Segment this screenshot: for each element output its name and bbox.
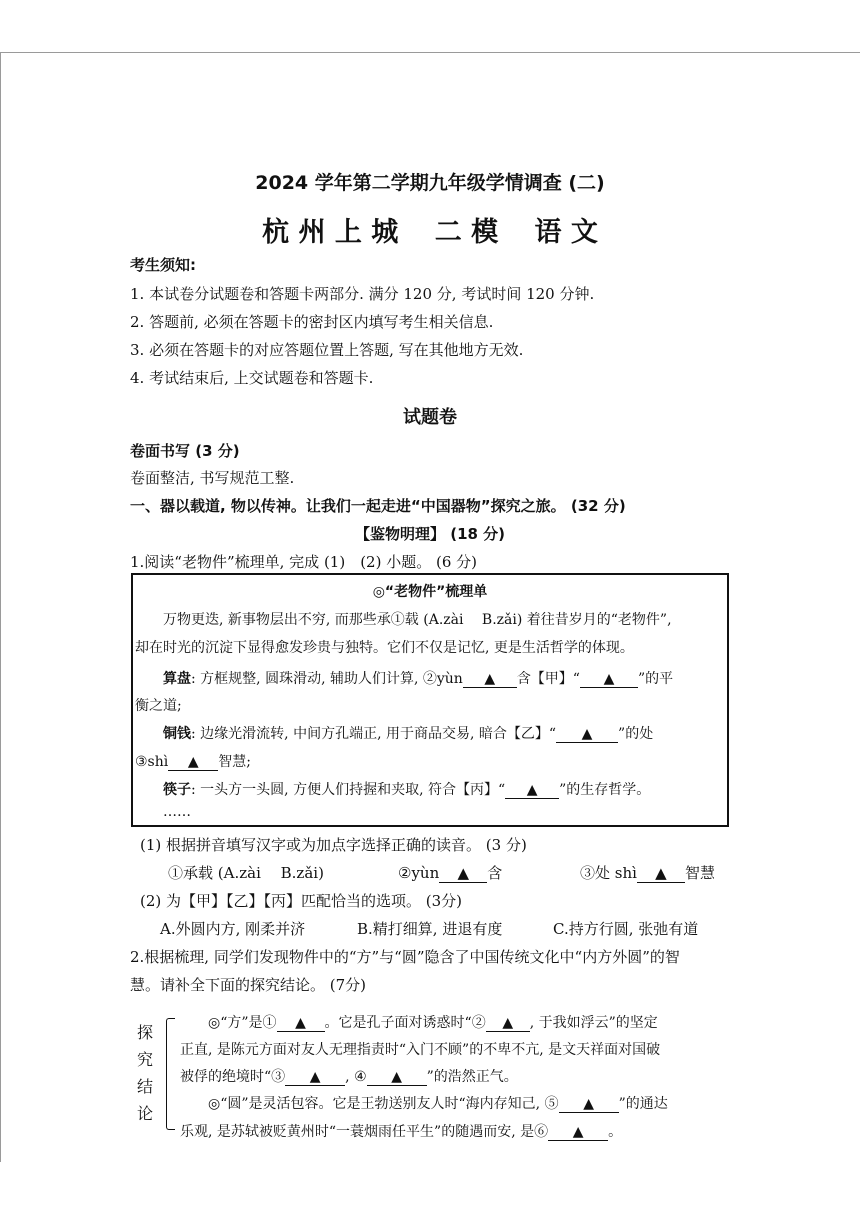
coin-text-d: 智慧; xyxy=(218,754,251,770)
blank-1: ▲ xyxy=(277,1015,325,1032)
abacus-text-d: 衡之道; xyxy=(135,698,182,714)
subquestion-2-option-c: C.持方行圆, 张弛有道 xyxy=(553,920,699,938)
option-3-text: 智慧 xyxy=(684,864,715,882)
conclusion-line-2: 正直, 是陈元方面对友人无理指责时“入门不顾”的不卑不亢, 是文天祥面对国破 xyxy=(180,1042,661,1058)
option-3-pinyin: ③处 shì xyxy=(580,864,637,882)
conclusion-l1c: , 于我如浮云”的坚定 xyxy=(529,1015,658,1031)
subquestion-1: (1) 根据拼音填写汉字或为加点字选择正确的读音。 (3 分) xyxy=(140,836,527,854)
blank-yun: ▲ xyxy=(463,671,517,688)
conclusion-line-4 xyxy=(208,1093,668,1113)
conclusion-side-char-3: 结 xyxy=(137,1077,154,1096)
notice-item-1: 1. 本试卷分试题卷和答题卡两部分. 满分 120 分, 考试时间 120 分钟. xyxy=(130,285,595,303)
old-objects-box xyxy=(131,573,729,827)
subquestion-2-option-a: A.外圆内方, 刚柔并济 xyxy=(160,920,306,938)
conclusion-l3c: ”的浩然正气。 xyxy=(426,1069,518,1085)
conclusion-l5a: 乐观, 是苏轼被贬黄州时“一蓑烟雨任平生”的随遇而安, 是⑥ xyxy=(180,1124,549,1140)
conclusion-line-3 xyxy=(180,1066,518,1086)
conclusion-side-char-1: 探 xyxy=(137,1023,154,1042)
conclusion-l1b: 。它是孔子面对诱惑时“② xyxy=(324,1015,486,1031)
handwriting-text: 卷面整洁, 书写规范工整. xyxy=(130,469,295,487)
box-title: ◎“老物件”梳理单 xyxy=(372,584,488,600)
box-para1-line2: 却在时光的沉淀下显得愈发珍贵与独特。它们不仅是记忆, 更是生活哲学的体现。 xyxy=(135,640,634,656)
exam-title: 2024 学年第二学期九年级学情调查 (二) xyxy=(255,172,605,194)
conclusion-l4a: ◎“圆”是灵活包容。它是王勃送别友人时“海内存知己, ⑤ xyxy=(208,1096,559,1112)
conclusion-l5b: 。 xyxy=(608,1124,623,1140)
paper-title: 试题卷 xyxy=(403,407,457,428)
blank-5: ▲ xyxy=(559,1096,619,1113)
notice-heading: 考生须知: xyxy=(130,256,196,274)
box-para1-line1: 万物更迭, 新事物层出不穷, 而那些承①载 (A.zài B.zǎi) 着往昔岁月的“老物件”, xyxy=(163,612,672,628)
conclusion-line-5 xyxy=(180,1121,622,1141)
chopsticks-text-b: ”的生存哲学。 xyxy=(559,782,651,798)
question-2-line1: 2.根据梳理, 同学们发现物件中的“方”与“圆”隐含了中国传统文化中“内方外圆”的智 xyxy=(130,948,680,966)
subquestion-1-option-3 xyxy=(580,862,715,883)
coin-label: 铜钱 xyxy=(163,726,191,742)
blank-bing: ▲ xyxy=(505,782,559,799)
subquestion-2-option-b: B.精打细算, 进退有度 xyxy=(357,920,503,938)
option-3-blank: ▲ xyxy=(637,864,685,883)
abacus-label: 算盘 xyxy=(163,671,191,687)
blank-4: ▲ xyxy=(367,1069,427,1086)
section1-subheading: 【鉴物明理】 (18 分) xyxy=(354,525,506,543)
subquestion-2: (2) 为【甲】【乙】【丙】匹配恰当的选项。 (3分) xyxy=(140,892,463,910)
box-abacus-line xyxy=(163,668,673,688)
conclusion-side-char-2: 究 xyxy=(137,1050,154,1069)
blank-6: ▲ xyxy=(548,1124,608,1141)
abacus-text-b: 含【甲】“ xyxy=(516,671,580,687)
abacus-text-c: ”的平 xyxy=(637,671,674,687)
conclusion-l4b: ”的通达 xyxy=(618,1096,668,1112)
coin-text-b: ”的处 xyxy=(618,726,654,742)
coin-text-c: ③shì xyxy=(135,754,169,770)
option-2-blank: ▲ xyxy=(439,864,487,883)
subquestion-1-option-2 xyxy=(398,862,502,883)
conclusion-bracket xyxy=(166,1018,175,1130)
conclusion-line-1 xyxy=(208,1012,658,1032)
blank-3: ▲ xyxy=(285,1069,345,1086)
coin-text-a: : 边缘光滑流转, 中间方孔端正, 用于商品交易, 暗合【乙】“ xyxy=(191,726,557,742)
question-1: 1.阅读“老物件”梳理单, 完成 (1) (2) 小题。 (6 分) xyxy=(130,553,478,571)
page-top-border xyxy=(0,52,860,53)
conclusion-l3a: 被俘的绝境时“③ xyxy=(180,1069,286,1085)
box-chopsticks-line xyxy=(163,779,650,799)
exam-subtitle: 杭 州 上 城 二 模 语 文 xyxy=(262,217,598,248)
notice-item-2: 2. 答题前, 必须在答题卡的密封区内填写考生相关信息. xyxy=(130,313,494,331)
notice-item-3: 3. 必须在答题卡的对应答题位置上答题, 写在其他地方无效. xyxy=(130,341,524,359)
chopsticks-label: 筷子 xyxy=(163,782,191,798)
blank-jia: ▲ xyxy=(580,671,638,688)
conclusion-l1a: ◎“方”是① xyxy=(208,1015,277,1031)
conclusion-l3b: , ④ xyxy=(345,1069,367,1085)
conclusion-side-char-4: 论 xyxy=(137,1104,154,1123)
abacus-text-a: : 方框规整, 圆珠滑动, 辅助人们计算, ②yùn xyxy=(191,671,463,687)
box-ellipsis: …… xyxy=(163,804,191,820)
blank-yi: ▲ xyxy=(556,726,618,743)
box-coin-line xyxy=(163,723,653,743)
blank-shi: ▲ xyxy=(168,754,218,771)
notice-item-4: 4. 考试结束后, 上交试题卷和答题卡. xyxy=(130,369,374,387)
option-2-char: 含 xyxy=(487,864,503,882)
subquestion-1-option-1: ①承载 (A.zài B.zǎi) xyxy=(168,864,324,882)
box-coin-line2 xyxy=(135,751,251,771)
blank-2: ▲ xyxy=(486,1015,530,1032)
section1-heading: 一、器以载道, 物以传神。让我们一起走进“中国器物”探究之旅。 (32 分) xyxy=(130,497,626,515)
option-2-pinyin: ②yùn xyxy=(398,864,440,882)
question-2-line2: 慧。请补全下面的探究结论。 (7分) xyxy=(130,976,367,994)
handwriting-heading: 卷面书写 (3 分) xyxy=(130,442,240,460)
chopsticks-text-a: : 一头方一头圆, 方便人们持握和夹取, 符合【丙】“ xyxy=(191,782,506,798)
